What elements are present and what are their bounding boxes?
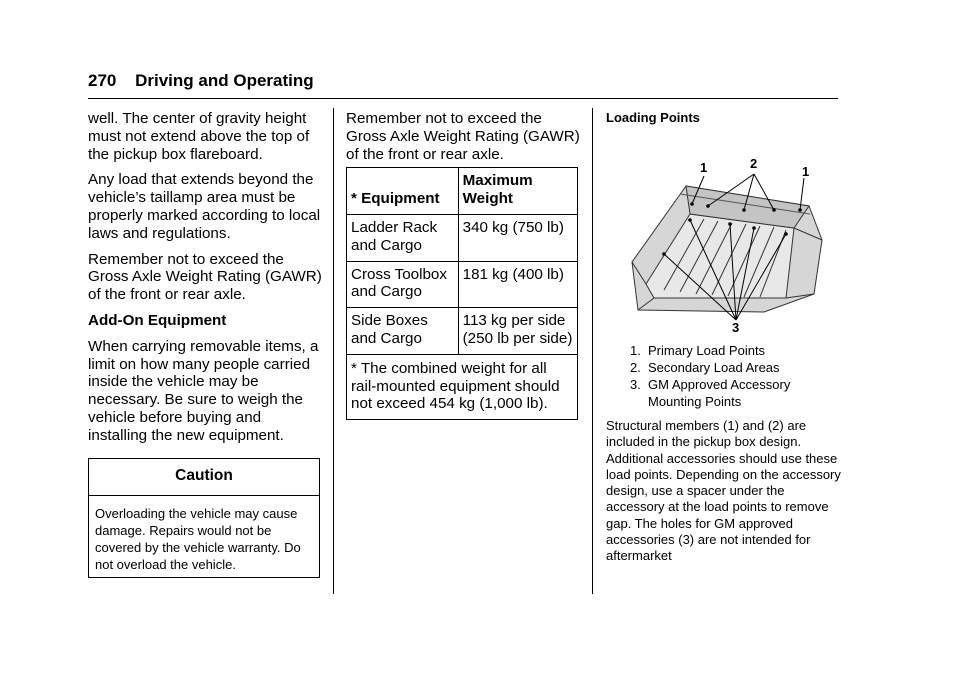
loading-points-heading: Loading Points [606, 110, 700, 125]
column-divider-left [333, 108, 334, 594]
table-cell-weight: 181 kg (400 lb) [458, 261, 577, 308]
column-divider-right [592, 108, 593, 594]
table-header-weight: Maximum Weight [458, 168, 577, 215]
table-cell-equipment: Cross Toolbox and Cargo [347, 261, 459, 308]
figure-label-2: 2 [750, 156, 758, 171]
table-note-row [347, 354, 578, 419]
list-item: 2. Secondary Load Areas [630, 360, 780, 375]
column-2 [346, 110, 581, 420]
figure-label-1-right: 1 [802, 164, 810, 179]
header-rule [88, 98, 838, 99]
caution-text: Overloading the vehicle may cause damage. Repairs would not be covered by the vehicle warranty. Do not overload the vehicle. [95, 505, 301, 572]
list-item: 3. GM Approved Accessory Mounting Points [630, 377, 791, 409]
figure-label-1: 1 [700, 160, 708, 175]
figure-legend [606, 342, 842, 410]
col1-paragraph-1: well. The center of gravity height must not extend above the top of the pickup box flareboard. [88, 110, 310, 163]
table-row [347, 214, 578, 261]
figure-label-3: 3 [732, 320, 740, 334]
pickup-box-illustration [624, 144, 824, 334]
table-cell-equipment: Side Boxes and Cargo [347, 308, 459, 355]
table-row [347, 261, 578, 308]
section-title: Driving and Operating [135, 71, 314, 90]
col1-paragraph-3: Remember not to exceed the Gross Axle Weight Rating (GAWR) of the front or rear axle. [88, 250, 322, 304]
table-cell-weight: 113 kg per side (250 lb per side) [458, 308, 577, 355]
col2-paragraph-1: Remember not to exceed the Gross Axle Weight Rating (GAWR) of the front or rear axle. [346, 110, 580, 163]
col1-paragraph-4: When carrying removable items, a limit on how many people carried inside the vehicle may be necessary. Be sure to weigh the vehicle before buying and installing the new equipment. [88, 337, 319, 444]
col1-paragraph-2: Any load that extends beyond the vehicle’s taillamp area must be properly marked according to local laws and regulations. [88, 171, 321, 242]
column-3 [606, 110, 842, 565]
table-header-row [347, 168, 578, 215]
col3-paragraph: Structural members (1) and (2) are included in the pickup box design. Additional accessories should use these load points. Depending on the accessory design, use a spacer under the accessory at the load points to remove gap. The holes for GM approved accessories (3) are not intended for aftermarket [606, 418, 841, 564]
table-note: * The combined weight for all rail-mounted equipment should not exceed 454 kg (1,000 lb). [347, 354, 578, 419]
caution-title: Caution [89, 459, 319, 496]
column-1 [88, 110, 324, 578]
list-item: 1. Primary Load Points [630, 343, 766, 358]
page-number: 270 [88, 71, 117, 90]
table-row [347, 308, 578, 355]
table-cell-weight: 340 kg (750 lb) [458, 214, 577, 261]
add-on-equipment-heading: Add-On Equipment [88, 311, 227, 329]
caution-box [88, 458, 320, 578]
pickup-box-drawing [624, 144, 824, 334]
table-cell-equipment: Ladder Rack and Cargo [347, 214, 459, 261]
page-header [88, 71, 314, 91]
table-header-equipment: * Equipment [347, 168, 459, 215]
equipment-weight-table [346, 167, 578, 420]
